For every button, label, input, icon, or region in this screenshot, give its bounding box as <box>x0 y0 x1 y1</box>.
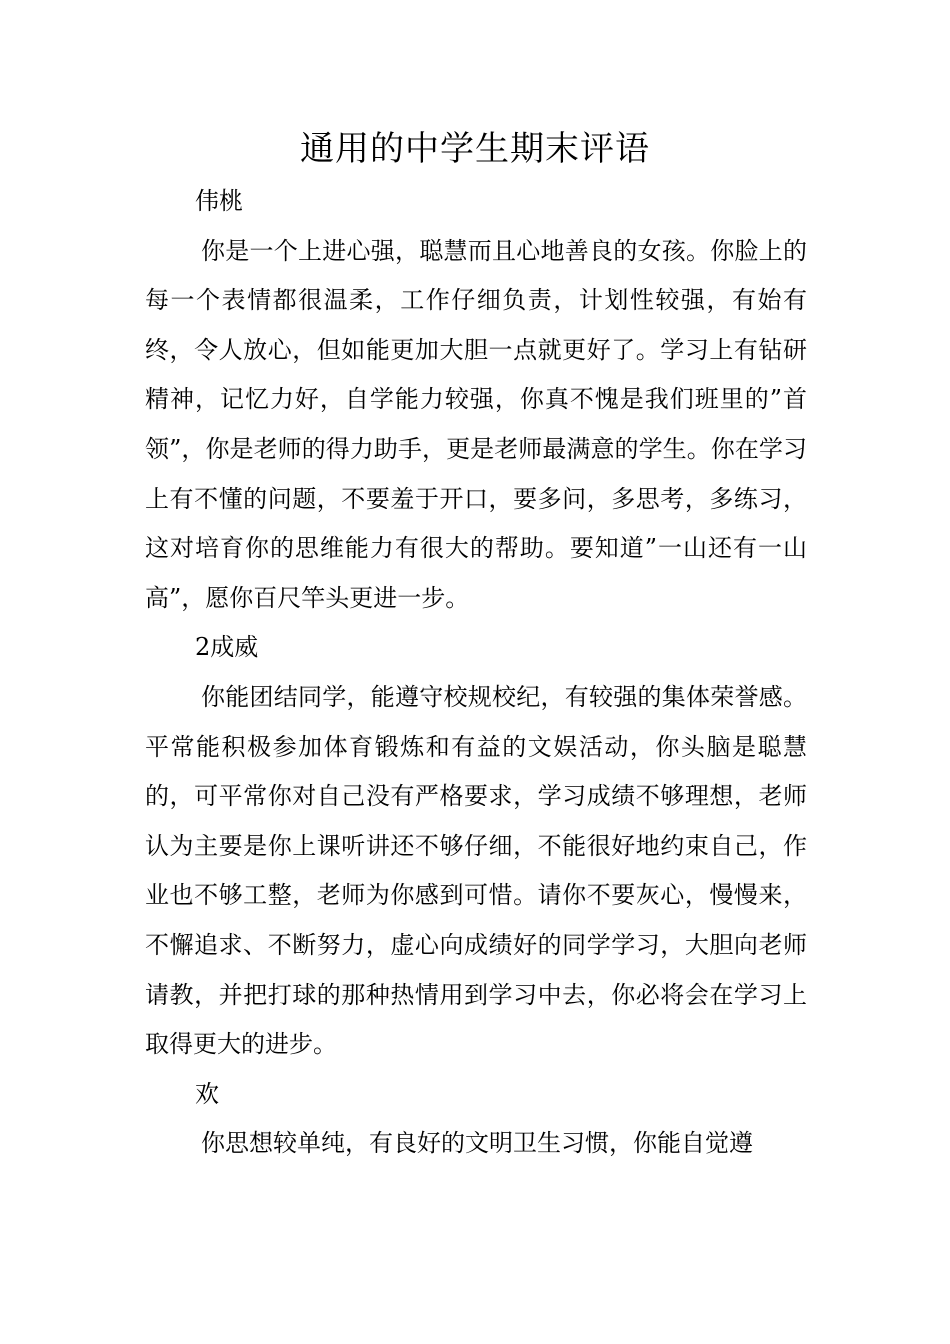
comment-paragraph: 你能团结同学，能遵守校规校纪，有较强的集体荣誉感。平常能积极参加体育锻炼和有益的文娱活动，你头脑是聪慧的，可平常你对自己没有严格要求，学习成绩不够理想，老师认为主要是你上课听讲还不够仔细，不能很好地约束自己，作业也不够工整，老师为你感到可惜。请你不要灰心，慢慢来，不懈追求、不断努力，虚心向成绩好的同学学习，大胆向老师请教，并把打球的那种热情用到学习中去，你必将会在学习上取得更大的进步。 <box>145 682 807 1059</box>
document-body <box>145 177 807 1169</box>
comment-paragraph: 你是一个上进心强，聪慧而且心地善良的女孩。你脸上的每一个表情都很温柔，工作仔细负责，计划性较强，有始有终，令人放心，但如能更加大胆一点就更好了。学习上有钻研精神，记忆力好，自学能力较强，你真不愧是我们班里的”首领”，你是老师的得力助手，更是老师最满意的学生。你在学习上有不懂的问题，不要羞于开口，要多问，多思考，多练习，这对培育你的思维能力有很大的帮助。要知道”一山还有一山高”，愿你百尺竿头更进一步。 <box>145 236 807 612</box>
comment-paragraph: 你思想较单纯，有良好的文明卫生习惯，你能自觉遵 <box>201 1129 753 1158</box>
student-name: 伟桃 <box>195 187 243 215</box>
student-name: 欢 <box>195 1079 219 1108</box>
student-name: 2成威 <box>195 633 259 662</box>
document-title: 通用的中学生期末评语 <box>300 129 650 169</box>
